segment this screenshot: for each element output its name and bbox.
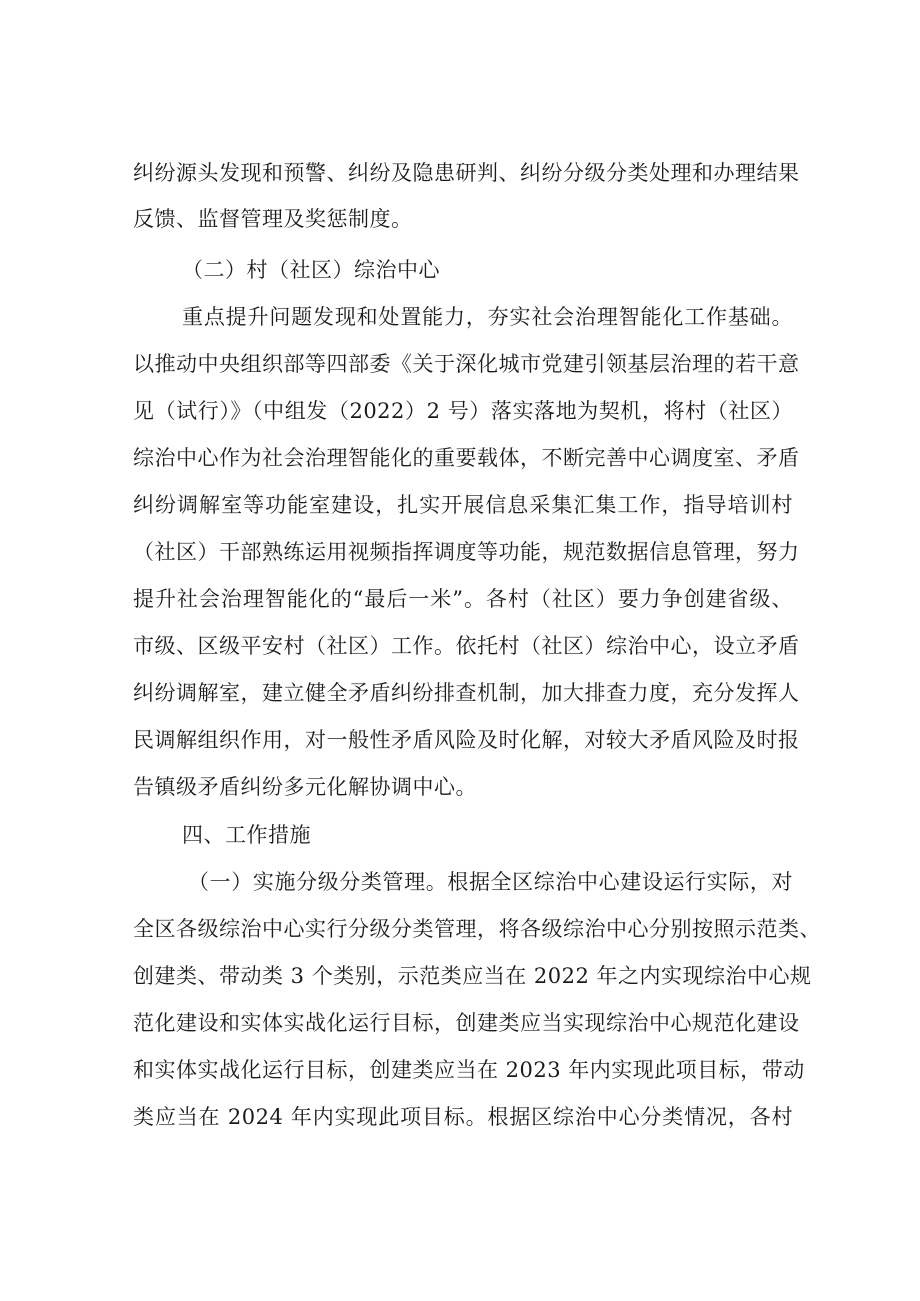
body-text-line: 民调解组织作用，对一般性矛盾风险及时化解，对较大矛盾风险及时报	[133, 728, 800, 752]
body-text-line: 纠纷源头发现和预警、纠纷及隐患研判、纠纷分级分类处理和办理结果	[133, 161, 800, 185]
body-text-line: 全区各级综治中心实行分级分类管理，将各级综治中心分别按照示范类、	[133, 917, 821, 941]
body-text-line: 见（试行）》（中组发（2022）2 号）落实落地为契机，将村（社区）	[133, 399, 793, 423]
body-text-line: 提升社会治理智能化的“最后一米”。各村（社区）要力争创建省级、	[133, 587, 793, 611]
body-text-line: 创建类、带动类 3 个类别，示范类应当在 2022 年之内实现综治中心规	[133, 964, 812, 988]
paragraph-first-line: 重点提升问题发现和处置能力，夯实社会治理智能化工作基础。	[182, 305, 793, 329]
paragraph-first-line: （一）实施分级分类管理。根据全区综治中心建设运行实际，对	[188, 870, 793, 894]
section-heading: 四、工作措施	[182, 823, 311, 847]
body-text-line: 纠纷调解室，建立健全矛盾纠纷排查机制，加大排查力度，充分发挥人	[133, 681, 800, 705]
section-heading: （二）村（社区）综治中心	[182, 258, 440, 282]
body-text-line: 以推动中央组织部等四部委《关于深化城市党建引领基层治理的若干意	[133, 352, 800, 376]
body-text-line: 市级、区级平安村（社区）工作。依托村（社区）综治中心，设立矛盾	[133, 634, 800, 658]
body-text-line: 纠纷调解室等功能室建设，扎实开展信息采集汇集工作，指导培训村	[133, 493, 793, 517]
body-text-line: 范化建设和实体实战化运行目标，创建类应当实现综治中心规范化建设	[133, 1011, 800, 1035]
body-text-line: （社区）干部熟练运用视频指挥调度等功能，规范数据信息管理，努力	[133, 540, 800, 564]
body-text-line: 和实体实战化运行目标，创建类应当在 2023 年内实现此项目标，带动	[133, 1058, 805, 1082]
body-text-line: 告镇级矛盾纠纷多元化解协调中心。	[133, 775, 477, 799]
body-text-line: 类应当在 2024 年内实现此项目标。根据区综治中心分类情况，各村	[133, 1105, 793, 1129]
body-text-line: 综治中心作为社会治理智能化的重要载体，不断完善中心调度室、矛盾	[133, 446, 800, 470]
body-text-line: 反馈、监督管理及奖惩制度。	[133, 207, 413, 231]
